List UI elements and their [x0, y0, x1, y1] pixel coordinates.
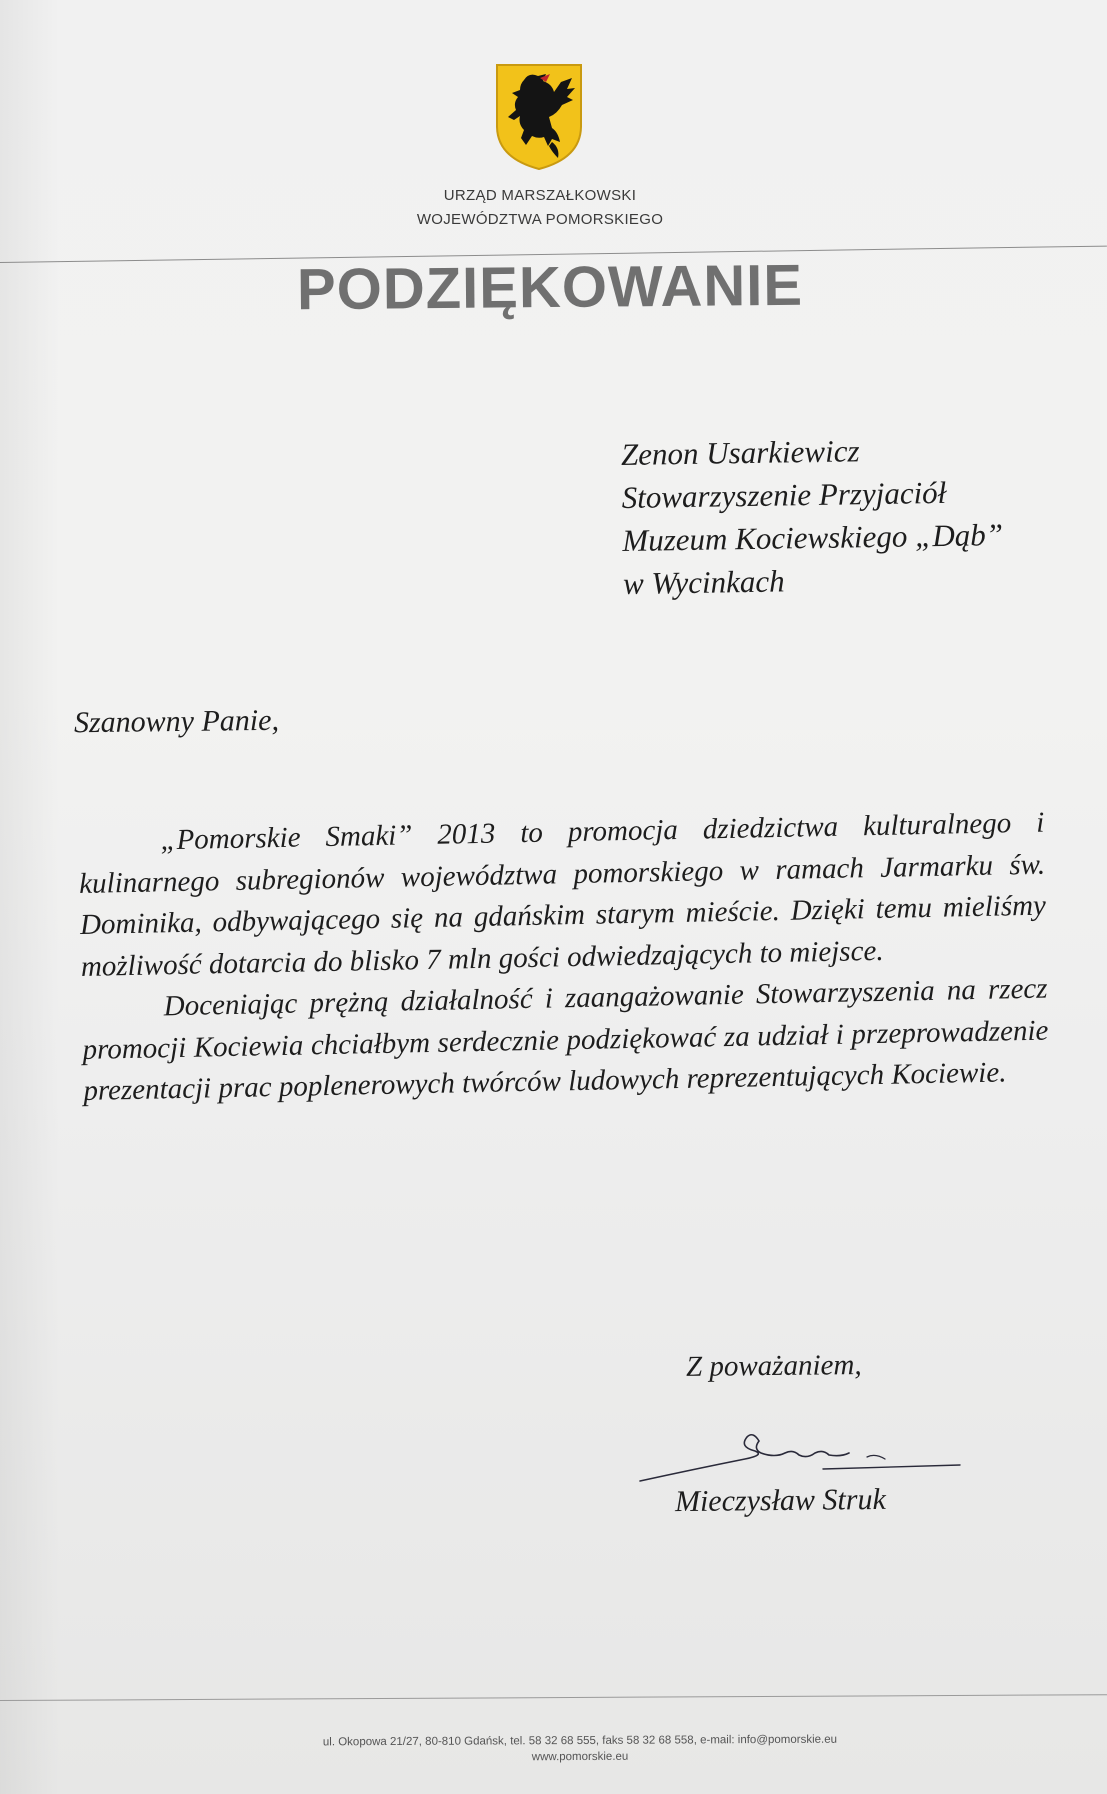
body-paragraph-1: „Pomorskie Smaki” 2013 to promocja dziedzictwa kulturalnego i kulinarnego subregionów województwa pomorskiego w ramach Jarmarku św. Dominika, odbywającego się na gdańskim starym mieście. Dzięki temu mieliśmy możliwość dotarcia do blisko 7 mln gości odwiedzających to miejsce. — [78, 806, 1047, 983]
recipient-org-line1: Stowarzyszenie Przyjaciół — [621, 474, 947, 515]
office-name-line2: WOJEWÓDZTWA POMORSKIEGO — [416, 211, 664, 228]
pomorskie-griffin-crest-icon — [494, 62, 584, 172]
footer-address: ul. Okopowa 21/27, 80-810 Gdańsk, tel. 58 32 68 555, faks 58 32 68 558, e-mail: info@pomorskie.eu — [322, 1733, 838, 1749]
document-title: PODZIĘKOWANIE — [296, 252, 804, 323]
closing-phrase: Z poważaniem, — [685, 1349, 862, 1383]
salutation: Szanowny Panie, — [73, 703, 280, 740]
issuing-office-name — [380, 184, 700, 232]
signer-name: Mieczysław Struk — [674, 1482, 886, 1519]
recipient-address-block — [621, 427, 1004, 605]
recipient-org-line2: Muzeum Kociewskiego „Dąb” — [622, 517, 1004, 558]
office-name-line1: URZĄD MARSZAŁKOWSKI — [443, 187, 637, 204]
recipient-name: Zenon Usarkiewicz — [620, 433, 860, 472]
paper-shadow — [0, 0, 60, 1794]
footer-divider — [0, 1694, 1107, 1701]
letter-body — [78, 803, 1050, 1113]
recipient-org-line3: w Wycinkach — [622, 563, 785, 601]
footer-contact — [180, 1731, 980, 1767]
body-paragraph-2: Doceniając prężną działalność i zaangażowanie Stowarzyszenia na rzecz promocji Kociewia chciałbym serdecznie podziękować za udział i przeprowadzenie prezentacji prac poplenerowych twórców ludowych reprezentujących Kociewie. — [82, 972, 1049, 1107]
footer-website: www.pomorskie.eu — [531, 1750, 629, 1764]
